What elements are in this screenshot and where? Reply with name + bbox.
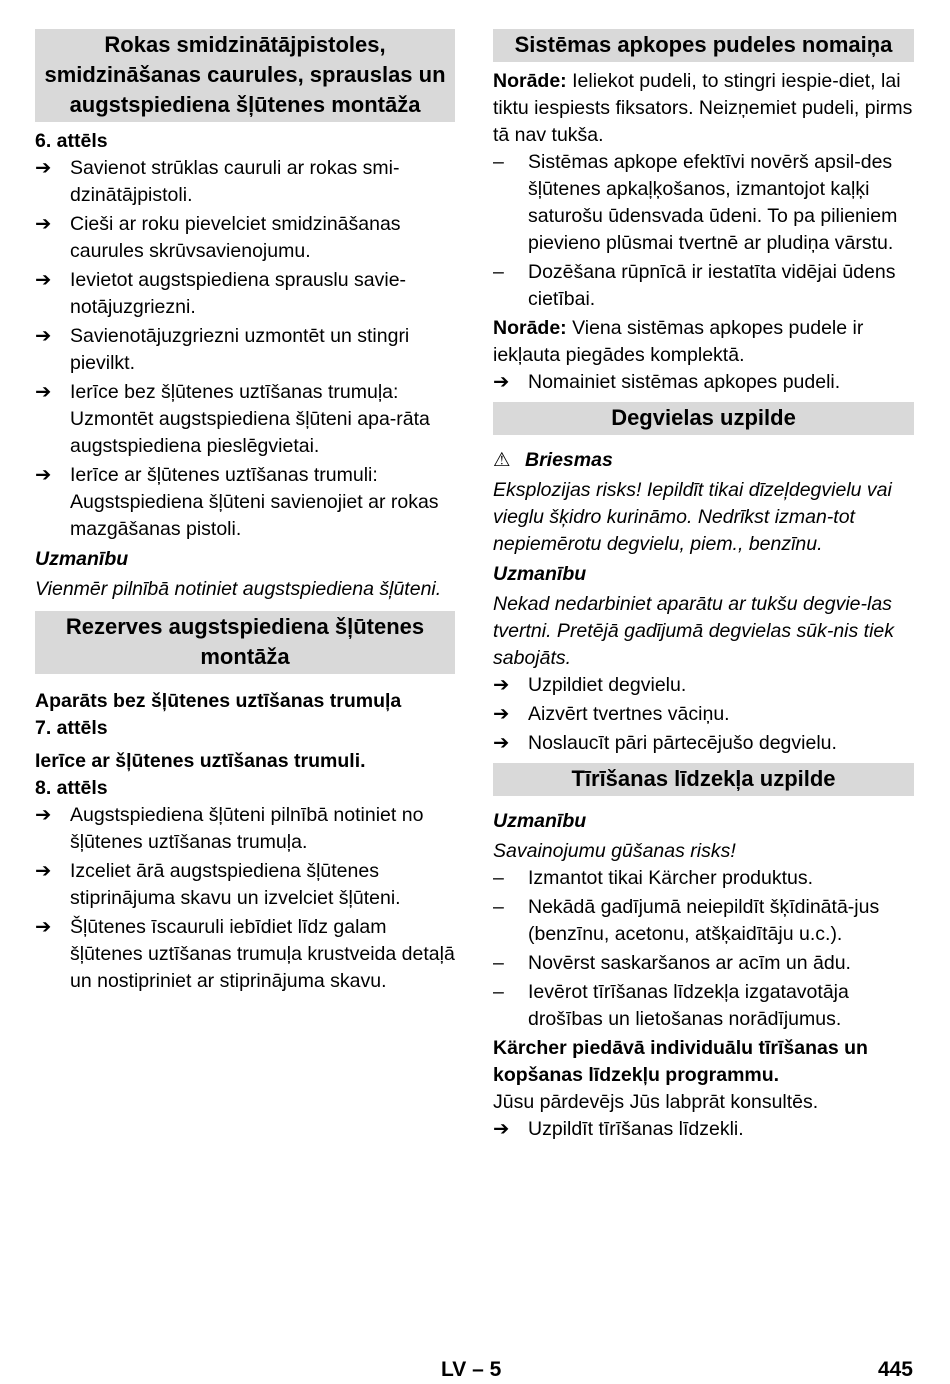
- figure-ref: 6. attēls: [35, 130, 108, 152]
- list-item: ➔ Savienot strūklas cauruli ar rokas smi-dzinātājpistoli.: [35, 157, 400, 206]
- section-title-detergent-filling: Tīrīšanas līdzekļa uzpilde: [493, 763, 914, 796]
- list-item: ➔ Ierīce bez šļūtenes uztīšanas trumuļa: Uzmontēt augstspiediena šļūteni apa-rāta augstspiediena pieslēgvietai.: [35, 381, 430, 457]
- caution-label: Uzmanību: [35, 548, 129, 570]
- figure-ref: 8. attēls: [35, 777, 108, 799]
- dash-list: [493, 149, 914, 313]
- danger-heading: [493, 447, 914, 474]
- list-item: – Izmantot tikai Kärcher produktus.: [493, 865, 914, 892]
- danger-text: Eksplozijas risks! Iepildīt tikai dīzeļdegvielu vai vieglu šķidro kurināmo. Nedrīkst izman-tot nepiemērotu degvielu, piem., benzīnu.: [493, 479, 892, 555]
- right-column: [493, 29, 914, 1145]
- caution-text: Savainojumu gūšanas risks!: [493, 840, 736, 862]
- list-item: ➔ Uzpildīt tīrīšanas līdzekli.: [493, 1116, 914, 1143]
- step-list: [493, 1116, 914, 1143]
- arrow-icon: ➔: [493, 703, 510, 725]
- dash-marker: –: [493, 952, 504, 974]
- section-title-nozzle-assembly: Rokas smidzinātājpistoles, smidzināšanas caurules, sprauslas un augstspiediena šļūtenes montāža: [35, 29, 455, 122]
- arrow-icon: ➔: [35, 213, 52, 235]
- step-list: [493, 672, 914, 757]
- list-item: ➔ Ierīce ar šļūtenes uztīšanas trumuli: Augstspiediena šļūteni savienojiet ar rokas mazgāšanas pistoli.: [35, 464, 439, 540]
- list-item: ➔ Uzpildiet degvielu.: [493, 672, 914, 699]
- arrow-icon: ➔: [35, 269, 52, 291]
- caution-label: Uzmanību: [493, 810, 587, 832]
- list-item: – Sistēmas apkope efektīvi novērš apsil-des šļūtenes apkaļķošanos, izmantojot kaļķi saturošu ūdensvada ūdeni. To pa pilieniem pievieno plūsmai tvertnē ar pludiņa vārstu.: [493, 151, 898, 254]
- dash-marker: –: [493, 981, 504, 1003]
- section-title-system-care-bottle: Sistēmas apkopes pudeles nomaiņa: [493, 29, 914, 62]
- arrow-icon: ➔: [493, 1118, 510, 1140]
- caution-label: Uzmanību: [493, 563, 587, 585]
- step-list: [493, 369, 914, 396]
- list-item: – Nekādā gadījumā neiepildīt šķīdinātā-jus (benzīnu, acetonu, atšķaidītāju u.c.).: [493, 896, 880, 945]
- arrow-icon: ➔: [35, 860, 52, 882]
- dash-marker: –: [493, 261, 504, 283]
- list-item: – Dozēšana rūpnīcā ir iestatīta vidējai ūdens cietībai.: [493, 261, 896, 310]
- caution-text: Vienmēr pilnībā notiniet augstspiediena šļūteni.: [35, 578, 442, 600]
- list-item: ➔ Cieši ar roku pievelciet smidzināšanas caurules skrūvsavienojumu.: [35, 213, 401, 262]
- list-item: ➔ Savienotājuzgriezni uzmontēt un stingri pievilkt.: [35, 325, 410, 374]
- section-title-fuel-filling: Degvielas uzpilde: [493, 402, 914, 435]
- arrow-icon: ➔: [493, 674, 510, 696]
- note-text: Viena sistēmas apkopes pudele ir iekļauta piegādes komplektā.: [493, 317, 864, 366]
- dealer-note: Jūsu pārdevējs Jūs labprāt konsultēs.: [493, 1091, 819, 1113]
- list-item: ➔ Augstspiediena šļūteni pilnībā notiniet no šļūtenes uztīšanas trumuļa.: [35, 804, 424, 853]
- arrow-icon: ➔: [35, 325, 52, 347]
- arrow-icon: ➔: [35, 381, 52, 403]
- arrow-icon: ➔: [35, 804, 52, 826]
- dash-marker: –: [493, 867, 504, 889]
- subheading: Aparāts bez šļūtenes uztīšanas trumuļa: [35, 690, 402, 712]
- danger-label: Briesmas: [525, 449, 613, 471]
- step-list: [35, 802, 455, 995]
- list-item: ➔ Izceliet ārā augstspiediena šļūtenes stiprinājuma skavu un izvelciet šļūteni.: [35, 860, 401, 909]
- left-column: [35, 29, 455, 997]
- list-item: – Novērst saskaršanos ar acīm un ādu.: [493, 950, 914, 977]
- note-text: Ieliekot pudeli, to stingri iespie-diet, lai tiktu iespiests fiksators. Neizņemiet pudeli, pirms tā nav tukša.: [493, 70, 913, 146]
- arrow-icon: ➔: [35, 464, 52, 486]
- section-title-spare-hose: Rezerves augstspiediena šļūtenes montāža: [35, 611, 455, 674]
- arrow-icon: ➔: [35, 916, 52, 938]
- dash-marker: –: [493, 896, 504, 918]
- note-label: Norāde:: [493, 317, 567, 339]
- caution-text: Nekad nedarbiniet aparātu ar tukšu degvie-las tvertni. Pretējā gadījumā degvielas sūk-nis tiek sabojāts.: [493, 593, 895, 669]
- arrow-icon: ➔: [493, 732, 510, 754]
- list-item: ➔ Šļūtenes īscauruli iebīdiet līdz galam šļūtenes uztīšanas trumuļa krustveida detaļā un nostipriniet ar stiprinājuma skavu.: [35, 916, 455, 992]
- list-item: ➔ Aizvērt tvertnes vāciņu.: [493, 701, 914, 728]
- program-note: Kärcher piedāvā individuālu tīrīšanas un kopšanas līdzekļu programmu.: [493, 1037, 868, 1086]
- subheading: Ierīce ar šļūtenes uztīšanas trumuli.: [35, 750, 366, 772]
- footer-section-label: LV – 5: [441, 1358, 502, 1381]
- note: [493, 68, 914, 149]
- page-number: 445: [877, 1358, 913, 1381]
- list-item: ➔ Noslaucīt pāri pārtecējušo degvielu.: [493, 730, 914, 757]
- note-label: Norāde:: [493, 70, 567, 92]
- list-item: – Ievērot tīrīšanas līdzekļa izgatavotāja drošības un lietošanas norādījumus.: [493, 981, 849, 1030]
- dash-list: [493, 865, 914, 1033]
- figure-ref: 7. attēls: [35, 717, 108, 739]
- step-list: [35, 155, 455, 543]
- note: [493, 315, 914, 369]
- dash-marker: –: [493, 151, 504, 173]
- list-item: ➔ Nomainiet sistēmas apkopes pudeli.: [493, 369, 914, 396]
- list-item: ➔ Ievietot augstspiediena sprauslu savie-notājuzgriezni.: [35, 269, 407, 318]
- arrow-icon: ➔: [493, 371, 510, 393]
- warning-triangle-icon: ⚠: [493, 449, 511, 471]
- arrow-icon: ➔: [35, 157, 52, 179]
